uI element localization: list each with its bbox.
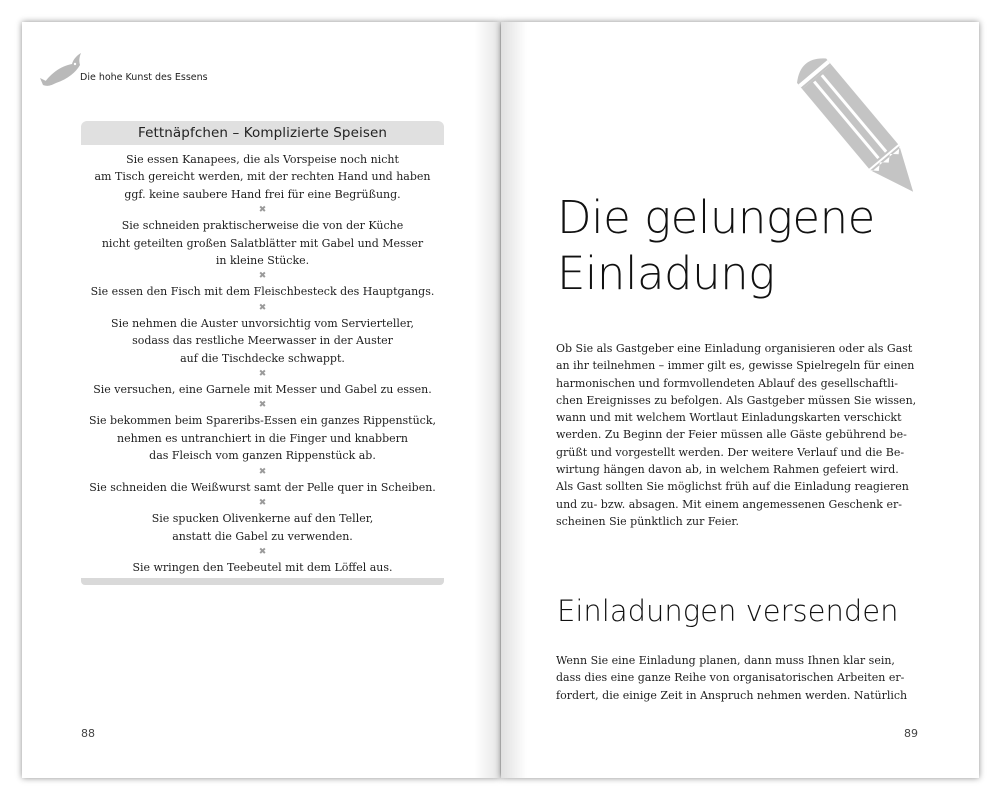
chapter-title [557, 190, 957, 302]
tip-item [81, 412, 444, 464]
separator-icon: ✖ [258, 546, 267, 557]
tip-line: Sie nehmen die Auster unvorsichtig vom Servierteller, [111, 316, 414, 330]
chapter-title-line: Die gelungene [557, 191, 875, 244]
tip-item [81, 479, 444, 496]
tip-line: Sie spucken Olivenkerne auf den Teller, [151, 512, 374, 526]
separator-icon: ✖ [258, 400, 267, 411]
text-line: Als Gast sollten Sie möglichst früh auf die Einladung reagieren [556, 480, 909, 494]
box-footer-bar [81, 578, 444, 585]
separator-icon: ✖ [258, 369, 267, 380]
text-line: grüßt und vorgestellt werden. Der weitere Verlauf und die Be- [556, 445, 905, 459]
gutter-shadow [474, 22, 500, 778]
tip-line: nicht geteilten großen Salatblätter mit Gabel und Messer [101, 236, 424, 250]
tip-item [81, 559, 444, 576]
right-page [501, 22, 979, 778]
tip-line: das Fleisch vom ganzen Rippenstück ab. [149, 449, 376, 463]
tip-line: anstatt die Gabel zu verwenden. [172, 529, 353, 543]
text-line: und zu- bzw. absagen. Mit einem angemessenen Geschenk er- [556, 497, 902, 511]
tip-line: nehmen es untranchiert in die Finger und knabbern [117, 431, 408, 445]
text-line: harmonischen und formvollendeten Ablauf des gesellschaftli- [556, 376, 898, 390]
page-number-left: 88 [81, 727, 95, 740]
body-paragraph [556, 652, 922, 704]
tip-line: Sie bekommen beim Spareribs-Essen ein ganzes Rippenstück, [88, 414, 437, 428]
tip-line: in kleine Stücke. [215, 254, 310, 268]
running-head [40, 50, 340, 94]
box-body [81, 145, 444, 576]
page-number-right: 89 [904, 727, 918, 740]
text-line: werden. Zu Beginn der Feier müssen alle Gäste gebührend be- [556, 428, 907, 442]
tip-line: Sie essen den Fisch mit dem Fleischbesteck des Hauptgangs. [90, 285, 435, 299]
text-line: dass dies eine ganze Reihe von organisatorischen Arbeiten er- [556, 671, 905, 685]
tip-item [81, 381, 444, 398]
tip-item [81, 283, 444, 300]
pencil-icon [781, 54, 941, 204]
tip-item [81, 510, 444, 545]
separator-icon: ✖ [258, 302, 267, 313]
text-line: an ihr teilnehmen – immer gilt es, gewisse Spielregeln für einen [556, 359, 915, 373]
tip-line: Sie wringen den Teebeutel mit dem Löffel aus. [132, 560, 393, 574]
tip-line: auf die Tischdecke schwappt. [180, 351, 345, 365]
separator-icon: ✖ [258, 205, 267, 216]
tip-line: ggf. keine saubere Hand frei für eine Begrüßung. [124, 187, 401, 201]
tip-item [81, 217, 444, 269]
running-head-title: Die hohe Kunst des Essens [80, 72, 208, 83]
text-line: scheinen Sie pünktlich zur Feier. [556, 514, 739, 528]
separator-icon: ✖ [258, 466, 267, 477]
text-line: Ob Sie als Gastgeber eine Einladung organisieren oder als Gast [556, 342, 913, 355]
text-line: wann und mit welchem Wortlaut Einladungskarten verschickt [556, 411, 902, 425]
gutter-shadow [501, 22, 527, 778]
tips-box [81, 121, 444, 585]
chapter-title-line: Einladung [557, 247, 775, 300]
tip-line: Sie versuchen, eine Garnele mit Messer und Gabel zu essen. [93, 383, 432, 397]
separator-icon: ✖ [258, 271, 267, 282]
tip-line: Sie schneiden die Weißwurst samt der Pelle quer in Scheiben. [89, 480, 436, 494]
text-line: wirtung hängen davon ab, in welchem Rahmen gefeiert wird. [556, 463, 899, 477]
tip-item [81, 151, 444, 203]
tip-line: sodass das restliche Meerwasser in der Auster [132, 334, 393, 348]
text-line: fordert, die einige Zeit in Anspruch nehmen werden. Natürlich [556, 688, 908, 702]
tip-item [81, 315, 444, 367]
box-title: Fettnäpfchen – Komplizierte Speisen [81, 121, 444, 145]
tip-line: am Tisch gereicht werden, mit der rechten Hand und haben [94, 170, 431, 184]
left-page [22, 22, 500, 778]
tip-line: Sie schneiden praktischerweise die von der Küche [121, 219, 404, 233]
separator-icon: ✖ [258, 498, 267, 509]
text-line: Wenn Sie eine Einladung planen, dann muss Ihnen klar sein, [556, 654, 895, 667]
intro-paragraph [556, 340, 922, 530]
tip-line: Sie essen Kanapees, die als Vorspeise noch nicht [126, 153, 399, 166]
fish-icon [40, 50, 84, 94]
text-line: chen Ereignisses zu befolgen. Als Gastgeber müssen Sie wissen, [556, 393, 917, 407]
section-heading: Einladungen versenden [557, 594, 899, 628]
